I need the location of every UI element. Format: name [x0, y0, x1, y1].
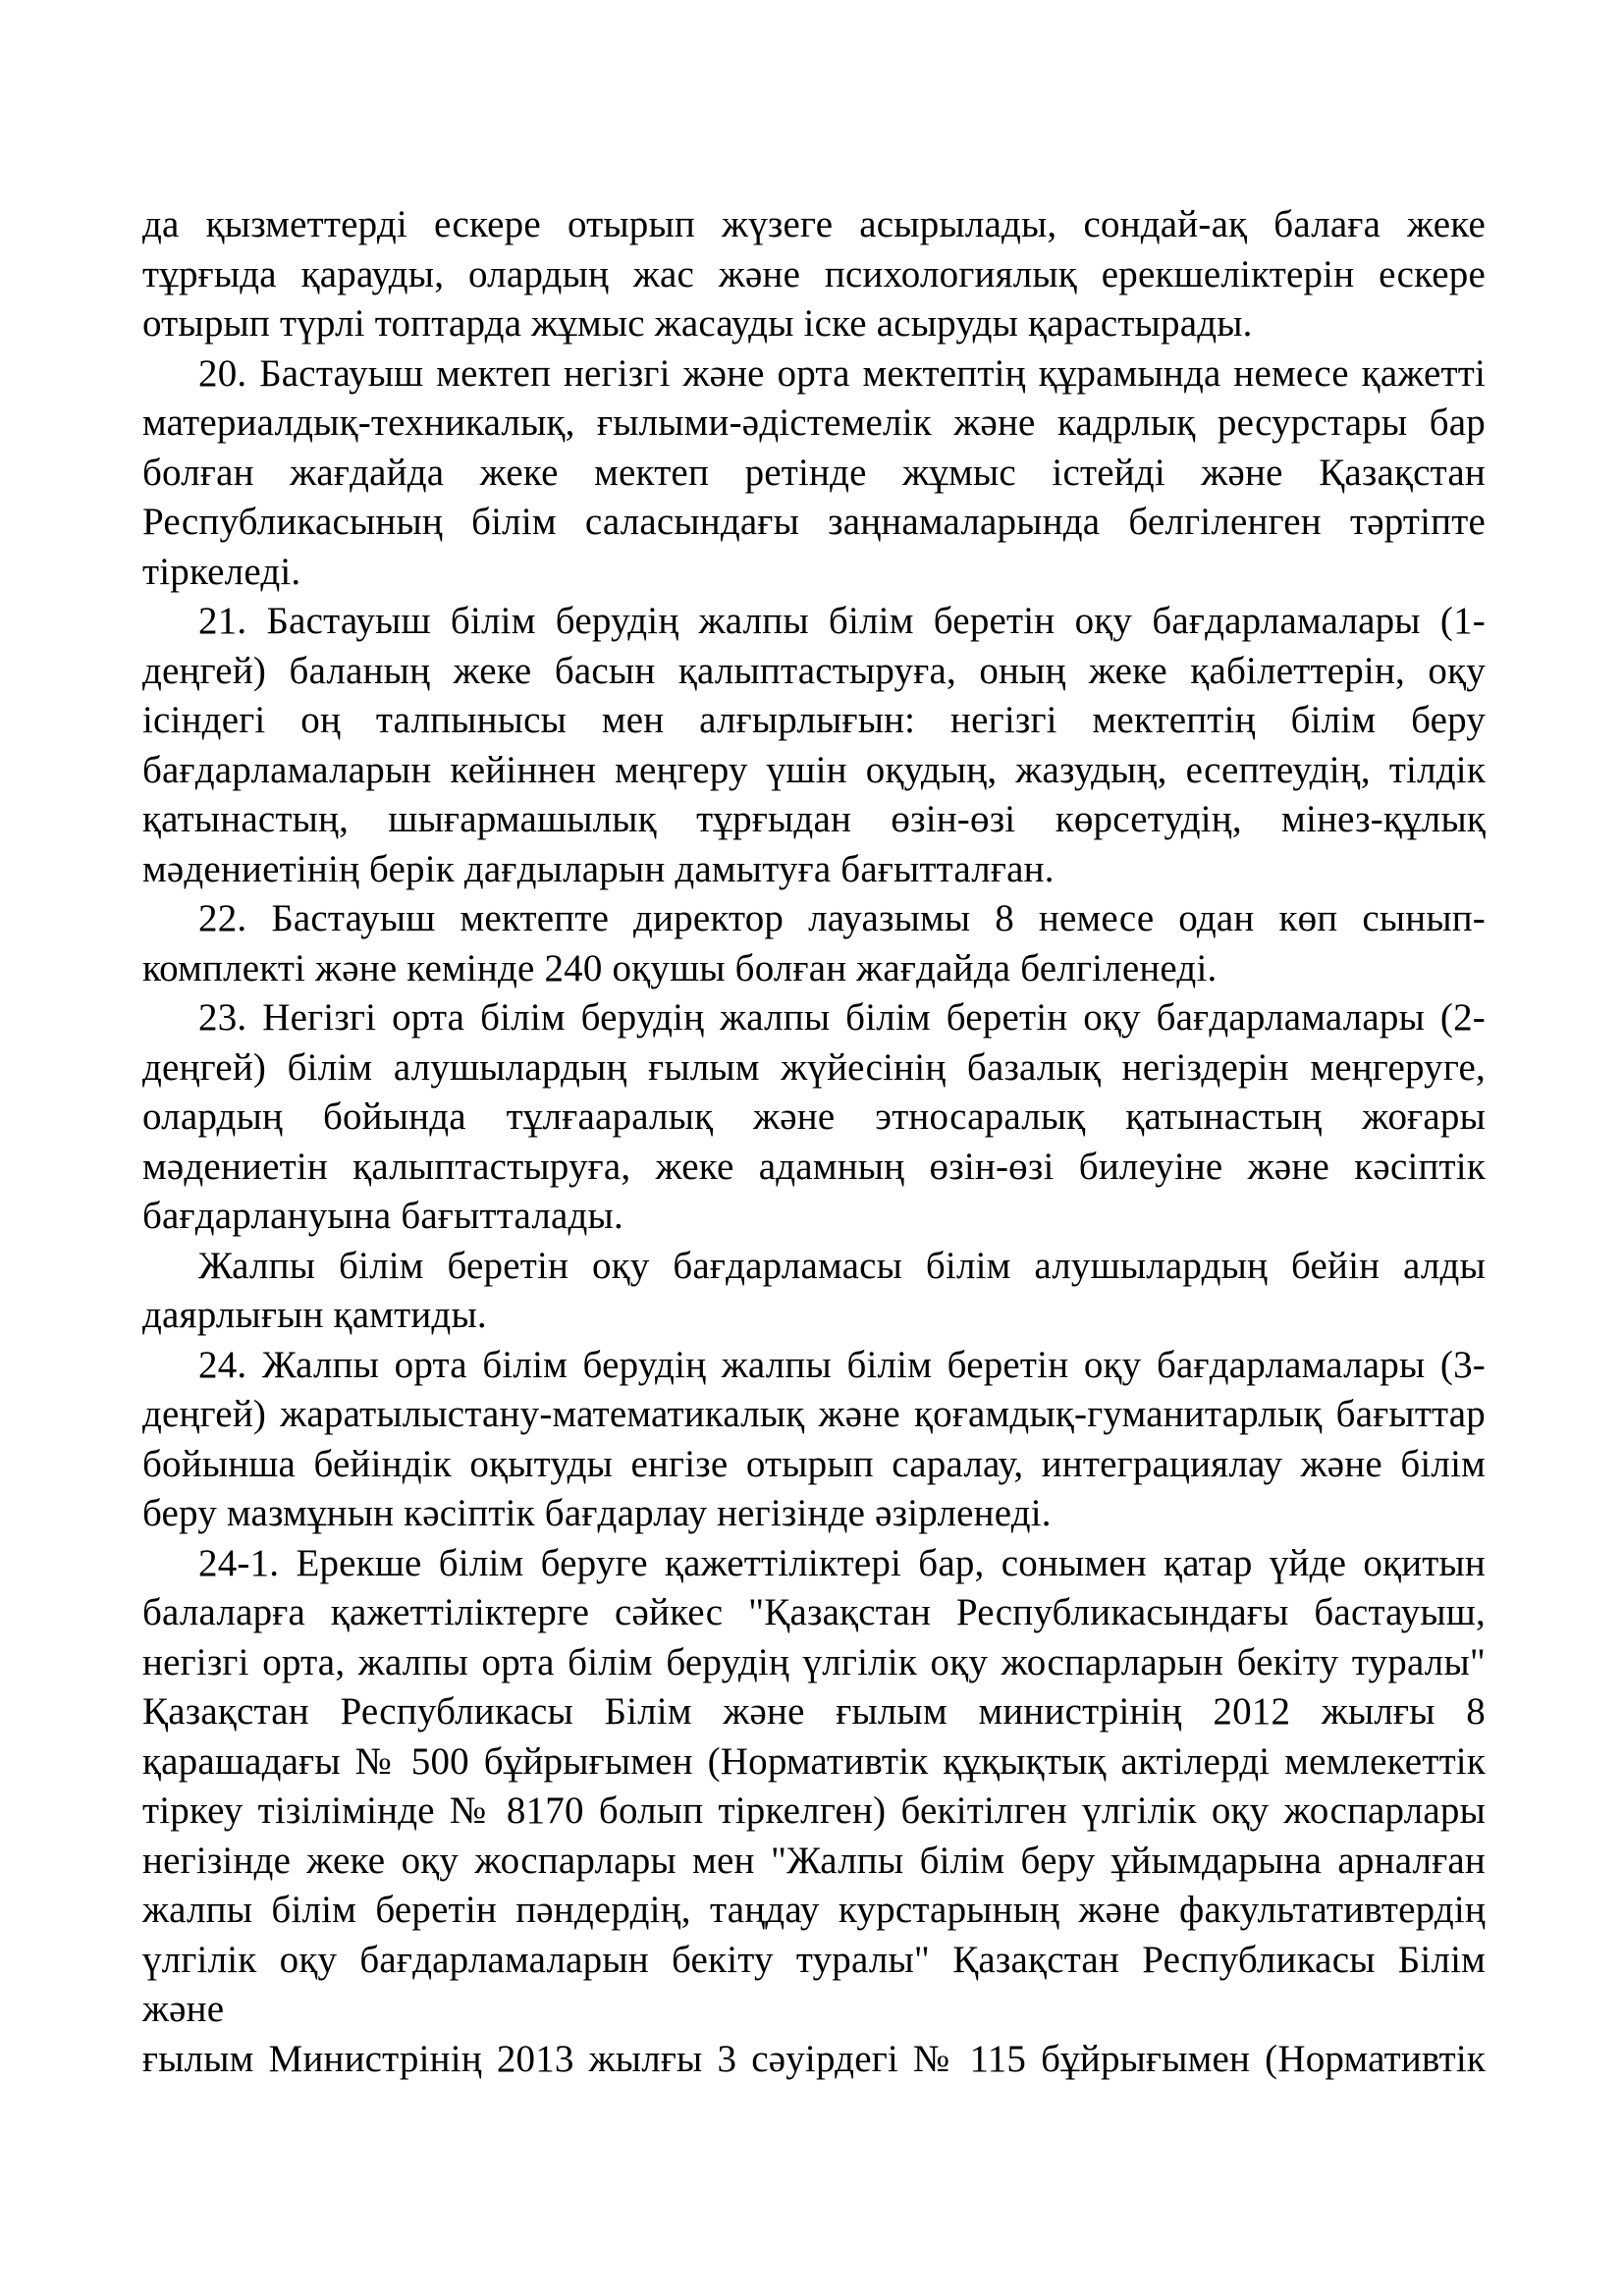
text-line: деңгей) баланың жеке басын қалыптастыруға, оның жеке қабілеттерін, оқу	[142, 649, 1486, 692]
text-line: қарашадағы № 500 бұйрығымен (Нормативтік құқықтық актілерді мемлекеттік	[142, 1739, 1486, 1783]
text-line: Қазақстан Республикасы Білім және ғылым министрінің 2012 жылғы 8	[142, 1690, 1486, 1733]
text-line: үлгілік оқу бағдарламаларын бекіту туралы" Қазақстан Республикасы Білім және	[142, 1938, 1486, 2030]
paragraph-23	[142, 993, 1486, 1242]
text-line: 21. Бастауыш білім берудің жалпы білім беретін оқу бағдарламалары (1-	[198, 600, 1486, 642]
text-line: бағдарламаларын кейіннен меңгеру үшін оқудың, жазудың, есептеудің, тілдік	[142, 748, 1486, 791]
text-line: Жалпы білім беретін оқу бағдарламасы білім алушылардың бейін алды	[198, 1244, 1486, 1287]
text-line: 22. Бастауыш мектепте директор лауазымы 8 немесе одан көп сынып-	[198, 897, 1486, 939]
paragraph-continuation	[142, 200, 1486, 349]
text-line: Республикасының білім саласындағы заңнамаларында белгіленген тәртіпте	[142, 501, 1486, 543]
paragraph-21	[142, 597, 1486, 894]
text-line: отырып түрлі топтарда жұмыс жасауды іске асыруды қарастырады.	[142, 302, 1253, 345]
text-line: 24. Жалпы орта білім берудің жалпы білім беретін оқу бағдарламалары (3-	[198, 1343, 1486, 1386]
text-line: қатынастың, шығармашылық тұрғыдан өзін-өзі көрсетудің, мінез-құлық	[142, 798, 1486, 840]
paragraph-24-1	[142, 1539, 1486, 2085]
text-line: болған жағдайда жеке мектеп ретінде жұмыс істейді және Қазақстан	[142, 451, 1486, 494]
text-line: 23. Негізгі орта білім берудің жалпы білім беретін оқу бағдарламалары (2-	[198, 996, 1486, 1039]
document-body	[142, 200, 1486, 2084]
text-line: тұрғыда қарауды, олардың жас және психологиялық ерекшеліктерін ескере	[142, 252, 1486, 295]
text-line: материалдық-техникалық, ғылыми-әдістемелік және кадрлық ресурстары бар	[142, 401, 1486, 444]
text-line: деңгей) білім алушылардың ғылым жүйесінің базалық негіздерін меңгеруге,	[142, 1045, 1486, 1089]
text-line: бойынша бейіндік оқытуды енгізе отырып саралау, интеграциялау және білім	[142, 1442, 1486, 1485]
text-line: тіркеледі.	[142, 550, 301, 593]
text-line: комплекті және кемінде 240 оқушы болған жағдайда белгіленеді.	[142, 946, 1218, 989]
paragraph-zhalpy-bilim	[142, 1242, 1486, 1341]
text-line: мәдениетінің берік дағдыларын дамытуға бағытталған.	[142, 847, 1055, 890]
text-line: олардың бойында тұлғааралық және этносаралық қатынастың жоғары	[142, 1095, 1486, 1138]
text-line: да қызметтерді ескере отырып жүзеге асырылады, сондай-ақ балаға жеке	[142, 203, 1486, 245]
paragraph-24	[142, 1341, 1486, 1539]
text-line: негізінде жеке оқу жоспарлары мен "Жалпы білім беру ұйымдарына арналған	[142, 1839, 1486, 1882]
paragraph-22	[142, 894, 1486, 993]
text-line: мәдениетін қалыптастыруға, жеке адамның өзін-өзі билеуіне және кәсіптік	[142, 1145, 1486, 1188]
text-line: тіркеу тізілімінде № 8170 болып тіркелген) бекітілген үлгілік оқу жоспарлары	[142, 1789, 1486, 1832]
text-line: деңгей) жаратылыстану-математикалық және қоғамдық-гуманитарлық бағыттар	[142, 1393, 1486, 1435]
text-line: 24-1. Ерекше білім беруге қажеттіліктері бар, сонымен қатар үйде оқитын	[198, 1541, 1486, 1584]
text-line: жалпы білім беретін пәндердің, таңдау курстарының және факультативтердің	[142, 1889, 1486, 1931]
text-line: бағдарлануына бағытталады.	[142, 1195, 623, 1237]
text-line: балаларға қажеттіліктерге сәйкес "Қазақстан Республикасындағы бастауыш,	[142, 1591, 1486, 1633]
text-line: 20. Бастауыш мектеп негізгі және орта мектептің құрамында немесе қажетті	[198, 351, 1486, 395]
text-line: даярлығын қамтиды.	[142, 1294, 487, 1336]
paragraph-20	[142, 349, 1486, 598]
text-line: негізгі орта, жалпы орта білім берудің үлгілік оқу жоспарларын бекіту туралы"	[142, 1640, 1486, 1683]
text-line: ғылым Министрінің 2013 жылғы 3 сәуірдегі № 115 бұйрығымен (Нормативтік	[142, 2037, 1486, 2080]
text-line: беру мазмұнын кәсіптік бағдарлау негізінде әзірленеді.	[142, 1492, 1052, 1534]
text-line: ісіндегі оң талпынысы мен алғырлығын: негізгі мектептің білім беру	[142, 699, 1486, 741]
